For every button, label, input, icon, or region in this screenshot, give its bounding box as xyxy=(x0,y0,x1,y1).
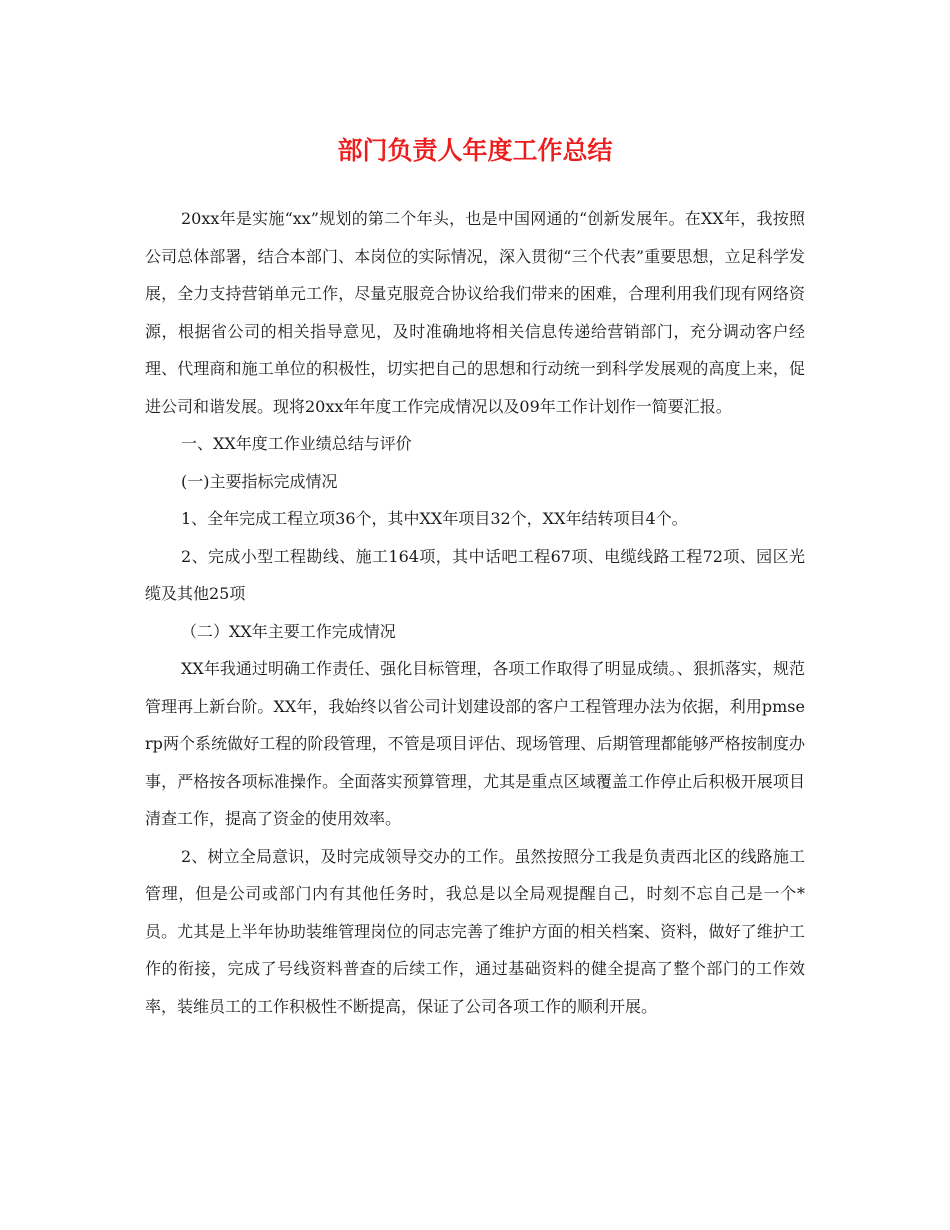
list-item-1: 1、全年完成工程立项36个，其中XX年项目32个，XX年结转项目4个。 xyxy=(181,509,688,528)
paragraph-work-2: 2、树立全局意识，及时完成领导交办的工作。虽然按照分工我是负责西北区的线路施工管理，但是公司或部门内有其他任务时，我总是以全局观提醒自己，时刻不忘自己是一个*员。尤其是上半年协助装维管理岗位的同志完善了维护方面的相关档案、资料，做好了维护工作的衔接，完成了号线资料普查的后续工作，通过基础资料的健全提高了整个部门的工作效率，装维员工的工作积极性不断提高，保证了公司各项工作的顺利开展。 xyxy=(145,846,805,1016)
document-title: 部门负责人年度工作总结 xyxy=(337,136,613,165)
paragraph-work-1: XX年我通过明确工作责任、强化目标管理，各项工作取得了明显成绩。、狠抓落实，规范管理再上新台阶。XX年，我始终以省公司计划建设部的客户工程管理办法为依据，利用pmserp两个系统做好工程的阶段管理，不管是项目评估、现场管理、后期管理都能够严格按制度办事，严格按各项标准操作。全面落实预算管理，尤其是重点区域覆盖工作停止后积极开展项目清查工作，提高了资金的使用效率。 xyxy=(145,659,805,828)
subsection-heading-1: (一)主要指标完成情况 xyxy=(181,471,338,491)
list-item-2: 2、完成小型工程勘线、施工164项，其中话吧工程67项、电缆线路工程72项、园区光缆及其他25项 xyxy=(145,546,805,603)
paragraph-intro: 20xx年是实施“xx”规划的第二个年头，也是中国网通的“创新发展年。在XX年，我按照公司总体部署，结合本部门、本岗位的实际情况，深入贯彻“三个代表”重要思想，立足科学发展，全力支持营销单元工作，尽量克服竞合协议给我们带来的困难，合理利用我们现有网络资源，根据省公司的相关指导意见，及时准确地将相关信息传递给营销部门，充分调动客户经理、代理商和施工单位的积极性，切实把自己的思想和行动统一到科学发展观的高度上来，促进公司和谐发展。现将20xx年年度工作完成情况以及09年工作计划作一简要汇报。 xyxy=(145,209,805,416)
subsection-heading-2: （二）XX年主要工作完成情况 xyxy=(181,621,396,641)
document-body xyxy=(145,200,805,1025)
section-heading-1: 一、XX年度工作业绩总结与评价 xyxy=(181,434,412,453)
